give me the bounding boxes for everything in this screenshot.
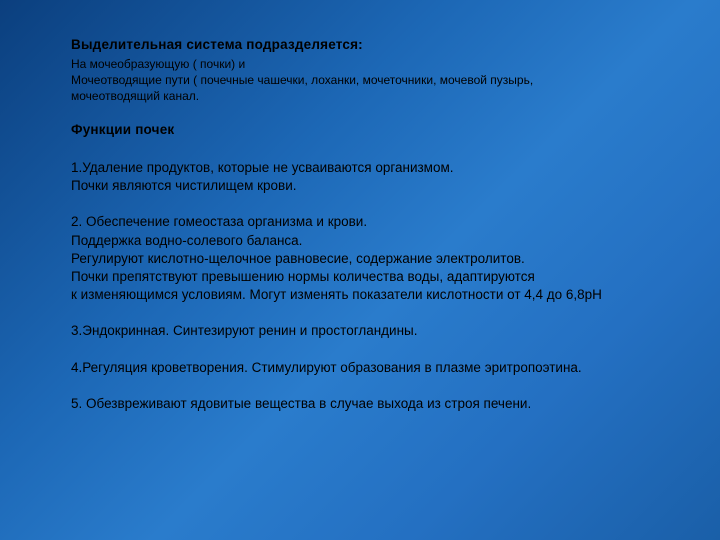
intro-line: мочеотводящий канал. <box>71 89 200 103</box>
intro-text <box>71 56 711 104</box>
intro-line: Мочеотводящие пути ( почечные чашечки, лоханки, мочеточники, мочевой пузырь, <box>71 73 534 87</box>
function-line: Регулируют кислотно-щелочное равновесие, содержание электролитов. <box>71 250 525 266</box>
intro-line: На мочеобразующую ( почки) и <box>71 57 246 71</box>
function-item-5 <box>71 395 711 413</box>
function-line: 1.Удаление продуктов, которые не усваиваются организмом. <box>71 160 454 175</box>
function-item-4 <box>71 359 711 377</box>
function-line: 3.Эндокринная. Синтезируют ренин и простогландины. <box>71 323 418 339</box>
function-line: Поддержка водно-солевого баланса. <box>71 232 303 248</box>
slide-content <box>71 36 711 413</box>
function-line: Почки являются чистилищем крови. <box>71 178 297 194</box>
function-item-1 <box>71 159 711 195</box>
function-line: 5. Обезвреживают ядовитые вещества в случае выхода из строя печени. <box>71 395 532 411</box>
slide-title: Выделительная система подразделяется: <box>71 37 363 52</box>
functions-heading: Функции почек <box>71 122 175 137</box>
function-item-3 <box>71 322 711 340</box>
function-line: 2. Обеспечение гомеостаза организма и крови. <box>71 214 368 230</box>
function-line: Почки препятствуют превышению нормы количества воды, адаптируются <box>71 269 535 285</box>
function-line: 4.Регуляция кроветворения. Стимулируют образования в плазме эритропоэтина. <box>71 359 582 375</box>
function-item-2 <box>71 213 711 304</box>
function-line: к изменяющимся условиям. Могут изменять показатели кислотности от 4,4 до 6,8pH <box>71 287 602 303</box>
